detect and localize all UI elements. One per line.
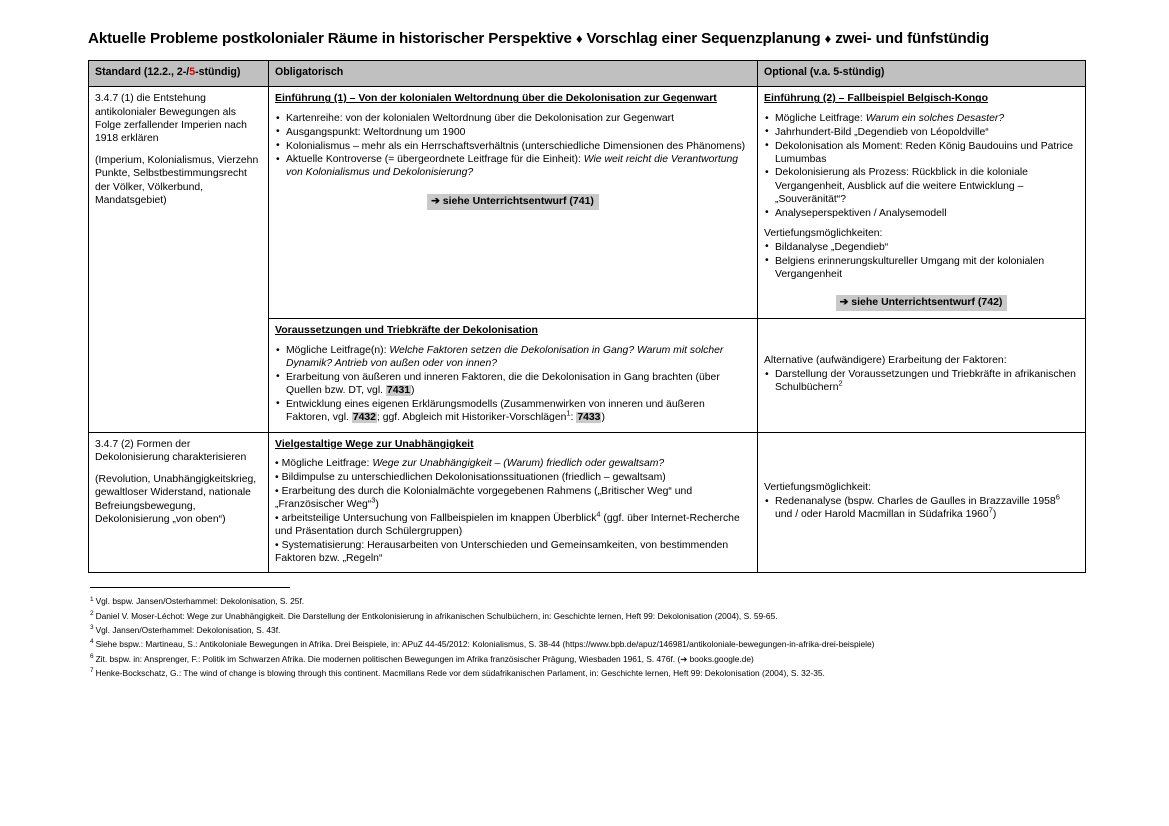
footnote-text: Vgl. Jansen/Osterhammel: Dekolonisation, S. 43f. — [95, 625, 281, 636]
bullet-text-italic: Welche Faktoren setzen die Dekolonisation in Gang? Warum mit solcher Dynamik? Antrieb von außen oder von innen? — [286, 345, 724, 370]
reference-label: siehe Unterrichtsentwurf (742) — [851, 296, 1003, 309]
column-header-obligatorisch: Obligatorisch — [269, 61, 758, 87]
footnote-number: 2 — [90, 609, 94, 617]
bullet-text: Kartenreihe: von der kolonialen Weltordnung über die Dekolonisation zur Gegenwart — [286, 113, 674, 125]
list-item — [275, 153, 751, 179]
bullet-text-italic: Warum ein solches Desaster? — [865, 113, 1005, 125]
bullet-glyph: • — [275, 512, 279, 524]
bullet-text: Dekolonisierung als Prozess: Rückblick in die koloniale Vergangenheit, Ausblick auf die weitere Entwicklung – „Souveränität“? — [775, 167, 1028, 205]
standard-code-3: 3.4.7 (2) Formen der Dekolonisierung charakterisieren — [95, 438, 247, 463]
cell-optional-3 — [758, 432, 1086, 573]
list-item — [275, 539, 751, 565]
footnote-item — [90, 653, 1085, 666]
bullet-glyph: • — [275, 472, 279, 484]
footnote-item — [90, 638, 1085, 651]
bullet-text-mid: und / oder Harold Macmillan in Südafrika 1960 — [775, 509, 989, 521]
list-item — [275, 398, 751, 424]
bullet-text: Bildanalyse „Degendieb“ — [775, 241, 889, 253]
list-item — [764, 255, 1079, 281]
list-item — [275, 140, 751, 153]
optional-bullets-1 — [764, 112, 1079, 220]
bullet-glyph: • — [275, 539, 279, 551]
bullet-text: Kolonialismus – mehr als ein Herrschaftsverhältnis (unterschiedliche Dimensionen des Phänomens) — [286, 140, 746, 152]
reference-line-741 — [275, 194, 751, 210]
footnote-text: Daniel V. Moser-Léchot: Wege zur Unabhängigkeit. Die Darstellung der Entkolonisierung in afrikanischen Schulbüchern, in: Geschichte lernen, Heft 99: Dekolonisation (2004), S. 59-65. — [95, 610, 778, 621]
bullet-text: Mögliche Leitfrage(n): — [286, 345, 390, 356]
footnote-ref: 7 — [988, 505, 993, 515]
bullet-text: Mögliche Leitfrage: — [281, 458, 373, 470]
list-item — [764, 368, 1079, 394]
bullet-text: Redenanalyse (bspw. Charles de Gaulles in Brazzaville 1958 — [775, 496, 1056, 508]
cell-obligatorisch-3 — [269, 432, 758, 573]
footnote-number: 7 — [90, 667, 94, 675]
footnote-ref: 1 — [566, 408, 571, 418]
bullet-text-tail: ) — [411, 385, 415, 397]
footnote-text: Siehe bspw.: Martineau, S.: Antikoloniale Bewegungen in Afrika. Drei Beispiele, in: APuZ 44-45/2012: Kolonialismus, S. 38-44 (https://www.bpb.de/apuz/146981/antikoloniale-bewegungen-in-afrika-drei-beispiele) — [95, 639, 875, 650]
column-header-optional: Optional (v.a. 5-stündig) — [758, 61, 1086, 87]
title-part-3: zwei- und fünfstündig — [835, 30, 989, 47]
standard-terms-3: (Revolution, Unabhängigkeitskrieg, gewaltloser Widerstand, nationale Befreiungsbewegung, Dekolonisierung „von oben“) — [95, 474, 257, 525]
bullet-glyph: • — [275, 485, 279, 497]
footnote-item — [90, 667, 1085, 680]
diamond-separator-1: ♦ — [575, 31, 583, 46]
footnote-item — [90, 624, 1085, 637]
optional-heading-1: Einführung (2) – Fallbeispiel Belgisch-Kongo — [764, 92, 989, 105]
footnote-ref: 3 — [371, 495, 376, 505]
bullet-text: Aktuelle Kontroverse (= übergeordnete Leitfrage für die Einheit): — [286, 154, 584, 166]
arrow-right-icon: ➔ — [839, 296, 849, 309]
optional-lead-3: Vertiefungsmöglichkeit: — [764, 482, 871, 494]
footnote-item — [90, 610, 1085, 623]
column-header-standard — [89, 61, 269, 87]
reference-badge[interactable] — [836, 295, 1008, 311]
bullet-text-italic: Wege zur Unabhängigkeit – (Warum) friedlich oder gewaltsam? — [372, 458, 665, 470]
bullet-text: Analyseperspektiven / Analysemodell — [775, 207, 947, 219]
obligatorisch-heading-2: Voraussetzungen und Triebkräfte der Dekolonisation — [275, 324, 538, 337]
bullet-text: Bildimpulse zu unterschiedlichen Dekolonisationssituationen (friedlich – gewaltsam) — [281, 472, 666, 484]
title-part-2: Vorschlag einer Sequenzplanung — [586, 30, 821, 47]
cell-optional-1 — [758, 87, 1086, 319]
list-item — [764, 112, 1079, 125]
bullet-text: Mögliche Leitfrage: — [775, 113, 866, 125]
table-header-row — [89, 61, 1086, 87]
cell-optional-2 — [758, 319, 1086, 432]
title-part-1: Aktuelle Probleme postkolonialer Räume in historischer Perspektive — [88, 30, 572, 47]
obligatorisch-heading-3: Vielgestaltige Wege zur Unabhängigkeit — [275, 437, 474, 450]
list-item — [275, 126, 751, 139]
diamond-separator-2: ♦ — [824, 31, 832, 46]
footnote-number: 1 — [90, 595, 94, 603]
bullet-text-tail: ) — [375, 498, 379, 510]
bullet-text: Erarbeitung von äußeren und inneren Faktoren, die die Dekolonisation in Gang brachten (über Quellen bzw. DT, vgl. — [286, 371, 720, 397]
cell-obligatorisch-2 — [269, 319, 758, 432]
arrow-right-icon: ➔ — [431, 194, 440, 207]
optional-sub-lead-1: Vertiefungsmöglichkeiten: — [764, 227, 883, 239]
footnote-ref: 2 — [838, 378, 843, 388]
list-item — [764, 140, 1079, 166]
list-item — [275, 509, 751, 538]
worksheet-number: 7433 — [577, 412, 601, 424]
bullet-text: Jahrhundert-Bild „Degendieb von Léopoldville“ — [775, 126, 989, 138]
footnote-text: Vgl. bspw. Jansen/Osterhammel: Dekolonisation, S. 25f. — [95, 596, 305, 607]
footnote-ref: 4 — [596, 509, 601, 519]
reference-badge[interactable] — [427, 194, 599, 210]
list-item — [275, 112, 751, 125]
bullet-text-tail: ) — [601, 412, 605, 424]
sequence-plan-table — [88, 60, 1086, 573]
list-item — [764, 241, 1079, 254]
footnotes-section — [88, 587, 1085, 679]
list-item — [764, 207, 1079, 220]
footnote-number: 6 — [90, 652, 94, 660]
bullet-glyph: • — [275, 458, 279, 470]
bullet-text: Entwicklung eines eigenen Erklärungsmodells (Zusammenwirken von inneren und äußeren Faktoren, vgl. — [286, 398, 705, 424]
obligatorisch-bullets-3 — [275, 457, 751, 565]
footnote-text: Zit. bspw. in: Ansprenger, F.: Politik im Schwarzen Afrika. Die modernen politischen Bewegungen im Afrika französischer Prägung, Wiesbaden 1961, S. 476f. (➔ books.google.de) — [95, 653, 754, 664]
bullet-text: Erarbeitung des durch die Kolonialmächte vorgegebenen Rahmens („Britischer Weg“ und „Französischer Weg“ — [275, 485, 693, 510]
standard-terms-1: (Imperium, Kolonialismus, Vierzehn Punkte, Selbstbestimmungsrecht der Völker, Völkerbund, Mandatsgebiet) — [95, 155, 259, 206]
optional-lead-2: Alternative (aufwändigere) Erarbeitung der Faktoren: — [764, 354, 1007, 366]
bullet-text: Systematisierung: Herausarbeiten von Unterschieden und Gemeinsamkeiten, von bestimmenden Faktoren bzw. „Regeln“ — [275, 539, 729, 564]
bullet-text-mid: ; ggf. Abgleich mit Historiker-Vorschlägen — [376, 412, 567, 424]
list-item — [275, 371, 751, 397]
footnote-text: Henke-Bockschatz, G.: The wind of change is blowing through this continent. Macmillans Rede vor dem südafrikanischen Parlament, in: Geschichte lernen, Heft 99: Dekolonisation (2004), S. 32-35. — [95, 667, 825, 678]
list-item — [275, 344, 751, 370]
worksheet-number: 7432 — [352, 412, 376, 424]
obligatorisch-bullets-1 — [275, 112, 751, 180]
header-standard-post: -stündig) — [195, 66, 241, 78]
obligatorisch-heading-1: Einführung (1) – Von der kolonialen Weltordnung über die Dekolonisation zur Gegenwart — [275, 92, 717, 105]
bullet-text: Ausgangspunkt: Weltordnung um 1900 — [286, 126, 466, 138]
optional-bullets-2 — [764, 368, 1079, 394]
reference-line-742 — [764, 295, 1079, 311]
footnote-separator — [90, 587, 290, 588]
optional-bullets-3 — [764, 492, 1079, 521]
bullet-text-tail: ) — [992, 509, 997, 521]
footnote-number: 4 — [90, 638, 94, 646]
list-item — [275, 485, 751, 511]
bullet-text: Darstellung der Voraussetzungen und Triebkräfte in afrikanischen Schulbüchern — [775, 369, 1076, 394]
optional-sub-bullets-1 — [764, 241, 1079, 281]
page-title — [88, 30, 1085, 47]
list-item — [275, 471, 751, 484]
cell-obligatorisch-1 — [269, 87, 758, 319]
cell-standard-3 — [89, 432, 269, 573]
header-standard-pre: Standard (12.2., 2-/ — [95, 66, 190, 78]
bullet-text-italic: Wie weit reicht die Verantwortung von Kolonialismus und Dekolonisierung? — [286, 154, 739, 179]
list-item — [764, 492, 1079, 521]
footnote-number: 3 — [90, 624, 94, 632]
list-item — [275, 457, 751, 470]
list-item — [764, 126, 1079, 139]
cell-standard-1 — [89, 87, 269, 432]
bullet-text: Dekolonisation als Moment: Reden König Baudouins und Patrice Lumumbas — [775, 140, 1074, 165]
footnote-ref: 6 — [1055, 492, 1060, 502]
table-row — [89, 432, 1086, 573]
reference-label: siehe Unterrichtsentwurf (741) — [442, 194, 594, 207]
bullet-text-sep: : — [570, 412, 577, 424]
obligatorisch-bullets-2 — [275, 344, 751, 424]
footnote-item — [90, 595, 1085, 608]
list-item — [764, 166, 1079, 206]
standard-code-1: 3.4.7 (1) die Entstehung antikolonialer Bewegungen als Folge zerfallender Imperien nach 1918 erklären — [95, 93, 247, 145]
bullet-text: Belgiens erinnerungskultureller Umgang mit der kolonialen Vergangenheit — [775, 255, 1045, 280]
bullet-text: arbeitsteilige Untersuchung von Fallbeispielen im knappen Überblick — [281, 512, 597, 524]
table-row — [89, 87, 1086, 319]
bullet-text-tail: (ggf. über Internet-Recherche und Präsentation durch Schülergruppen) — [275, 512, 740, 537]
worksheet-number: 7431 — [386, 385, 411, 397]
header-standard-highlight: 5 — [189, 66, 196, 78]
